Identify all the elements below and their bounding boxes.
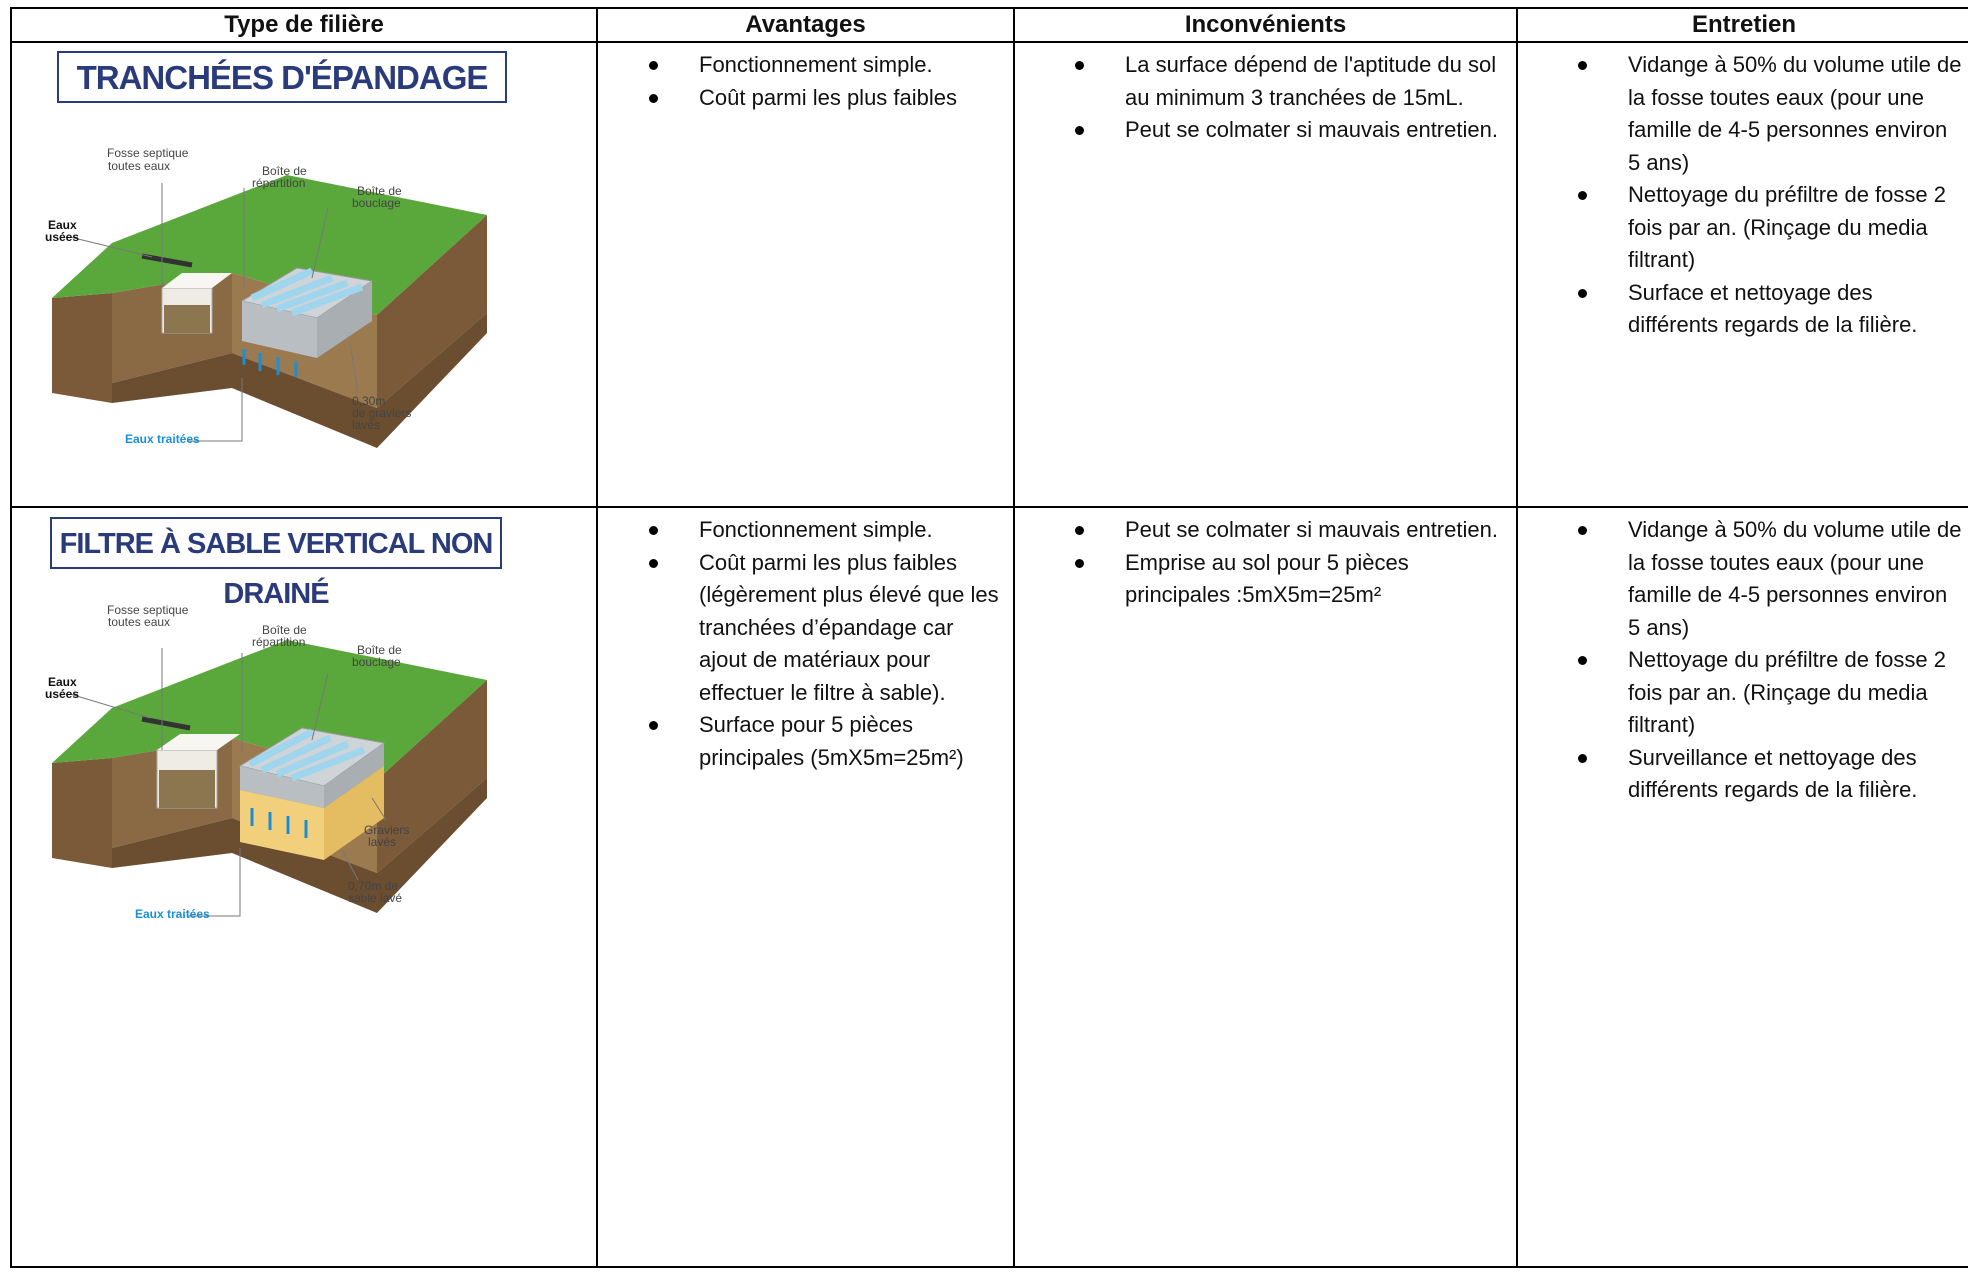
label-sable: 0,70m de xyxy=(348,879,399,893)
label-eaux-usees: Eaux xyxy=(48,675,77,689)
label-gravel-3: lavés xyxy=(352,418,381,432)
bullet-icon xyxy=(1075,61,1084,70)
label-bouclage: Boîte de xyxy=(357,643,402,657)
bullet-icon xyxy=(1578,754,1587,763)
label-eaux-usees-2: usées xyxy=(45,687,80,701)
bullet-icon xyxy=(1075,559,1084,568)
filtre-sable-illustration xyxy=(12,508,598,1266)
label-gravel: 0,30m xyxy=(352,394,386,408)
septic-tank-content xyxy=(159,770,215,808)
label-repartition: Boîte de xyxy=(262,164,307,178)
list-item: Surveillance et nettoyage des différents regards de la filière. xyxy=(1628,742,1964,807)
label-graviers: Graviers xyxy=(364,823,410,837)
tranchees-illustration xyxy=(12,43,598,506)
list-item: Peut se colmater si mauvais entretien. xyxy=(1125,114,1508,147)
septic-tank-content xyxy=(164,305,210,333)
label-bouclage-2: bouclage xyxy=(352,196,401,210)
label-repartition-2: répartition xyxy=(252,635,306,649)
header-inconvenients: Inconvénients xyxy=(1014,8,1517,42)
label-repartition-2: répartition xyxy=(252,176,306,190)
header-entretien: Entretien xyxy=(1517,8,1968,42)
bullet-icon xyxy=(1578,289,1587,298)
avantages-list xyxy=(598,508,1013,774)
list-item: Emprise au sol pour 5 pièces principales :5mX5m=25m² xyxy=(1125,547,1508,612)
bullet-icon xyxy=(1578,526,1587,535)
inconvenients-cell xyxy=(1014,42,1517,507)
label-fosse-2: toutes eaux xyxy=(108,615,171,629)
bullet-icon xyxy=(649,559,658,568)
bullet-icon xyxy=(1075,526,1084,535)
label-eaux-traitees: Eaux traitées xyxy=(135,907,210,921)
illustration-cell xyxy=(11,42,597,507)
avantages-list xyxy=(598,43,1013,114)
entretien-list xyxy=(1518,43,1968,342)
list-item: Surface pour 5 pièces principales (5mX5m=25m²) xyxy=(699,709,1003,774)
header-row xyxy=(11,8,1968,42)
illustration-cell xyxy=(11,507,597,1267)
list-item: Surface et nettoyage des différents regards de la filière. xyxy=(1628,277,1964,342)
bullet-icon xyxy=(649,61,658,70)
bullet-icon xyxy=(1578,61,1587,70)
table-row xyxy=(11,507,1968,1267)
label-bouclage: Boîte de xyxy=(357,184,402,198)
list-item: Coût parmi les plus faibles xyxy=(699,82,1003,115)
bullet-icon xyxy=(649,94,658,103)
illustration-banner: FILTRE À SABLE VERTICAL NON DRAINÉ xyxy=(50,517,502,569)
header-type-de-filiere: Type de filière xyxy=(11,8,597,42)
list-item: La surface dépend de l'aptitude du sol au minimum 3 tranchées de 15mL. xyxy=(1125,49,1508,114)
bullet-icon xyxy=(1578,191,1587,200)
label-graviers-2: lavés xyxy=(368,835,397,849)
inconvenients-cell xyxy=(1014,507,1517,1267)
label-bouclage-2: bouclage xyxy=(352,655,401,669)
list-item: Coût parmi les plus faibles (légèrement plus élevé que les tranchées d’épandage car ajout de matériaux pour effectuer le filtre à sable). xyxy=(699,547,1003,710)
table-row xyxy=(11,42,1968,507)
label-eaux-usees-2: usées xyxy=(45,230,80,244)
label-fosse-2: toutes eaux xyxy=(108,159,171,173)
bullet-icon xyxy=(649,526,658,535)
avantages-cell xyxy=(597,507,1014,1267)
entretien-cell xyxy=(1517,42,1968,507)
list-item: Fonctionnement simple. xyxy=(699,49,1003,82)
list-item: Fonctionnement simple. xyxy=(699,514,1003,547)
header-avantages: Avantages xyxy=(597,8,1014,42)
comparison-table xyxy=(10,7,1968,1268)
label-eaux-usees: Eaux xyxy=(48,218,77,232)
grass-left-block xyxy=(52,708,112,763)
list-item: Nettoyage du préfiltre de fosse 2 fois par an. (Rinçage du media filtrant) xyxy=(1628,179,1964,277)
label-eaux-traitees: Eaux traitées xyxy=(125,432,200,446)
bullet-icon xyxy=(649,721,658,730)
soil-left-block xyxy=(52,758,112,868)
inconvenients-list xyxy=(1015,43,1516,147)
soil-left-block xyxy=(52,293,112,403)
grass-left-block xyxy=(52,243,112,298)
illustration-banner: TRANCHÉES D'ÉPANDAGE xyxy=(57,51,507,103)
inconvenients-list xyxy=(1015,508,1516,612)
label-sable-2: sable lavé xyxy=(348,891,403,905)
tranchees-diagram xyxy=(12,43,598,506)
label-repartition: Boîte de xyxy=(262,623,307,637)
list-item: Vidange à 50% du volume utile de la fosse toutes eaux (pour une famille de 4-5 personnes environ 5 ans) xyxy=(1628,514,1964,644)
label-fosse: Fosse septique xyxy=(107,146,189,160)
entretien-cell xyxy=(1517,507,1968,1267)
label-fosse: Fosse septique xyxy=(107,603,189,617)
label-gravel-2: de graviers xyxy=(352,406,412,420)
list-item: Vidange à 50% du volume utile de la fosse toutes eaux (pour une famille de 4-5 personnes environ 5 ans) xyxy=(1628,49,1964,179)
bullet-icon xyxy=(1578,656,1587,665)
list-item: Nettoyage du préfiltre de fosse 2 fois par an. (Rinçage du media filtrant) xyxy=(1628,644,1964,742)
list-item: Peut se colmater si mauvais entretien. xyxy=(1125,514,1508,547)
entretien-list xyxy=(1518,508,1968,807)
avantages-cell xyxy=(597,42,1014,507)
bullet-icon xyxy=(1075,126,1084,135)
filtre-sable-diagram xyxy=(12,508,598,1266)
